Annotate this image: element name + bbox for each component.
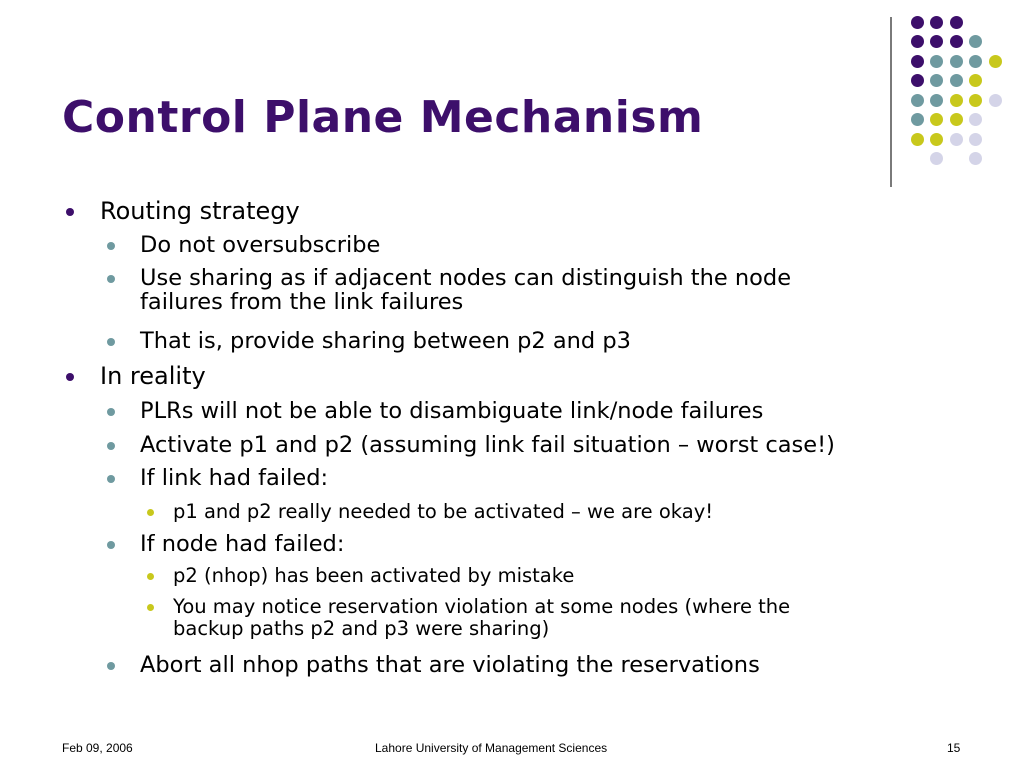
bullet-dot-icon <box>107 662 115 670</box>
bullet-text: PLRs will not be able to disambiguate link/node failures <box>140 398 764 424</box>
bullet-item-level-2 <box>140 433 835 457</box>
bullet-item-level-3 <box>173 565 574 587</box>
bullet-item-level-2 <box>140 466 328 490</box>
footer-date: Feb 09, 2006 <box>62 741 133 755</box>
bullet-item-level-1 <box>100 364 206 388</box>
bullet-text: If node had failed: <box>140 531 345 557</box>
bullet-dot-icon <box>107 242 115 250</box>
bullet-text: You may notice reservation violation at some nodes (where the <box>173 595 791 618</box>
bullet-text: Activate p1 and p2 (assuming link fail situation – worst case!) <box>140 432 835 458</box>
bullet-dot-icon <box>107 442 115 450</box>
bullet-dot-icon <box>107 475 115 483</box>
slide-title: Control Plane Mechanism <box>62 92 704 143</box>
bullet-text: That is, provide sharing between p2 and p3 <box>140 328 631 354</box>
bullet-item-level-3 <box>173 501 713 523</box>
bullet-text: Abort all nhop paths that are violating the reservations <box>140 652 760 678</box>
bullet-item-level-2 <box>140 399 763 423</box>
bullet-text: p1 and p2 really needed to be activated – we are okay! <box>173 500 714 523</box>
bullet-item-level-3 <box>173 596 790 640</box>
bullet-item-level-2 <box>140 653 760 677</box>
bullet-text: failures from the link failures <box>140 289 464 315</box>
bullet-dot-icon <box>107 541 115 549</box>
bullet-text: In reality <box>100 362 206 390</box>
bullet-dot-icon <box>107 408 115 416</box>
bullet-dot-icon <box>107 338 115 346</box>
bullet-dot-icon <box>66 373 74 381</box>
bullet-dot-icon <box>107 275 115 283</box>
bullet-text: backup paths p2 and p3 were sharing) <box>173 617 550 640</box>
bullet-text: Use sharing as if adjacent nodes can distinguish the node <box>140 265 792 291</box>
bullet-item-level-1 <box>100 199 300 223</box>
bullet-dot-icon <box>66 208 74 216</box>
bullet-dot-icon <box>147 509 154 516</box>
bullet-item-level-2 <box>140 329 631 353</box>
bullet-text: p2 (nhop) has been activated by mistake <box>173 564 575 587</box>
bullet-item-level-2 <box>140 233 380 257</box>
bullet-item-level-2 <box>140 532 344 556</box>
footer-page-number: 15 <box>947 741 961 755</box>
bullet-dot-icon <box>147 573 154 580</box>
footer-organization: Lahore University of Management Sciences <box>375 741 608 755</box>
bullet-text: Routing strategy <box>100 197 300 225</box>
bullet-text: Do not oversubscribe <box>140 232 381 258</box>
bullet-text: If link had failed: <box>140 465 329 491</box>
bullet-dot-icon <box>147 604 154 611</box>
bullet-item-level-2 <box>140 266 791 314</box>
